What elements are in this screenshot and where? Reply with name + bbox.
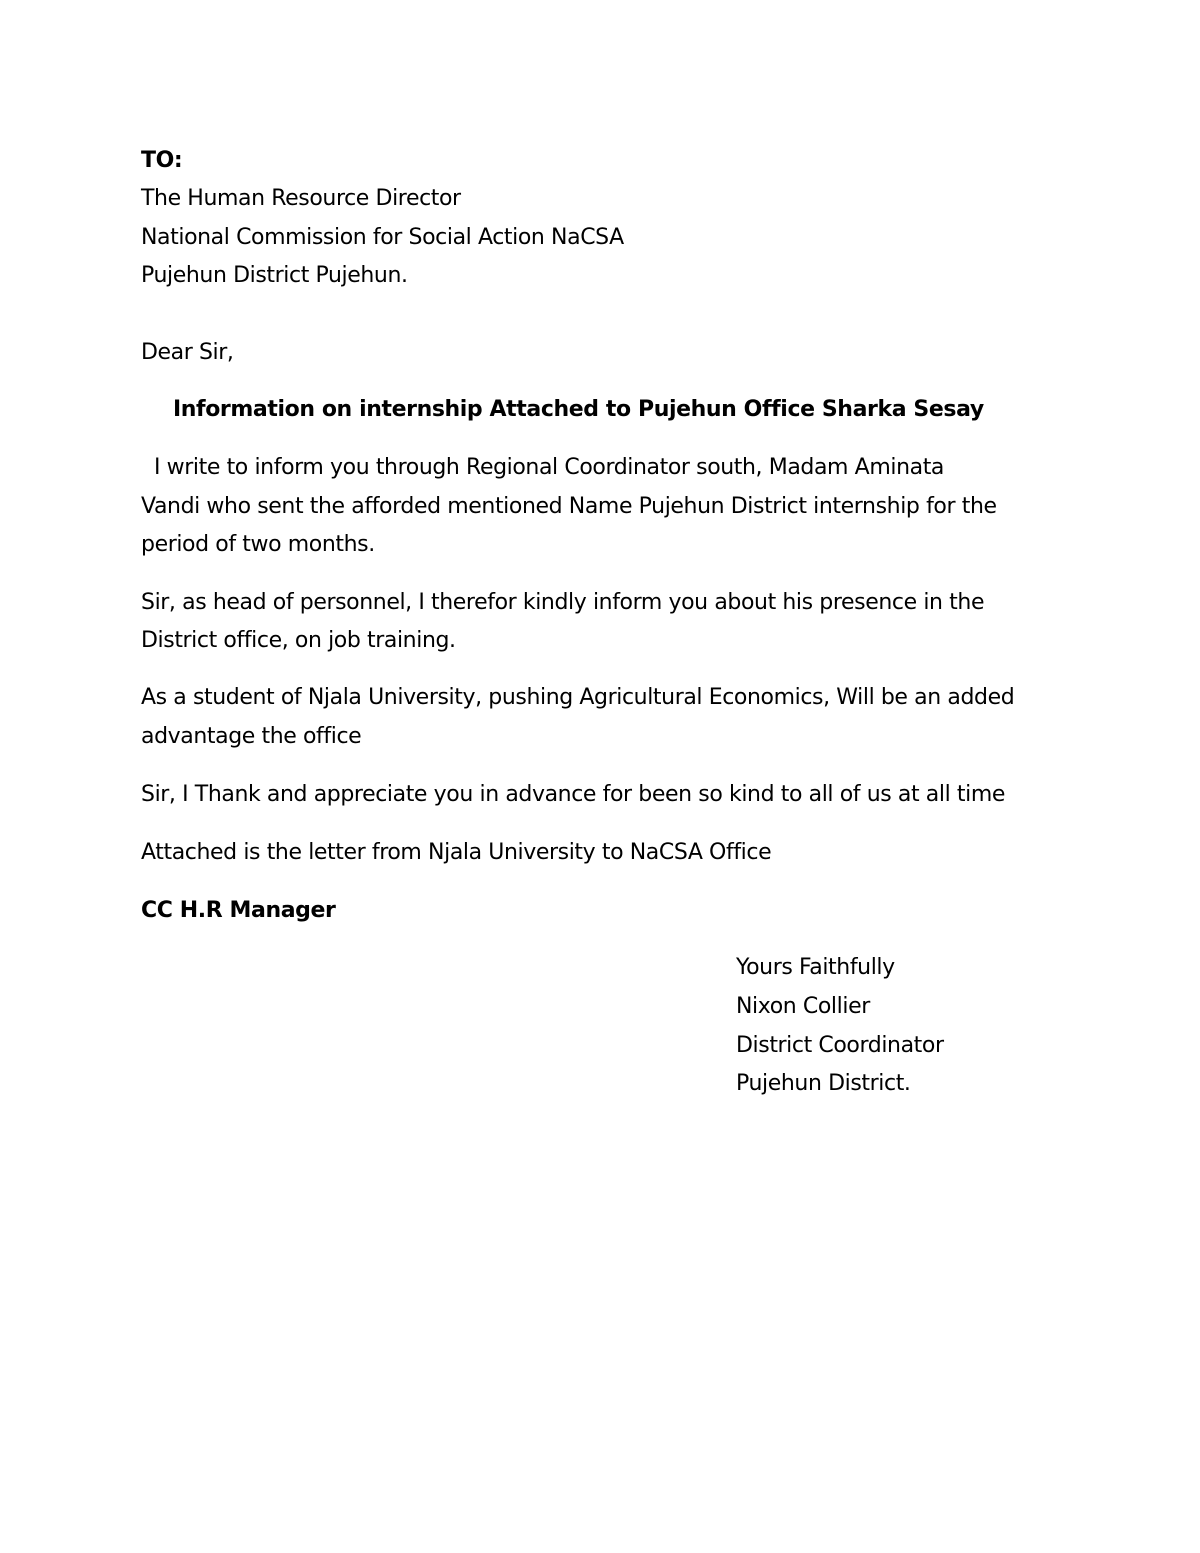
signature-name: Nixon Collier bbox=[736, 994, 870, 1019]
recipient-line-1: The Human Resource Director bbox=[141, 186, 461, 211]
body-paragraph-5: Attached is the letter from Njala University to NaCSA Office bbox=[141, 840, 772, 865]
recipient-line-3: Pujehun District Pujehun. bbox=[141, 263, 408, 288]
body-paragraph-1-line-2: Vandi who sent the afforded mentioned Name Pujehun District internship for the bbox=[141, 494, 997, 519]
body-paragraph-2-line-2: District office, on job training. bbox=[141, 628, 456, 653]
body-paragraph-3-line-2: advantage the office bbox=[141, 724, 362, 749]
body-paragraph-4: Sir, I Thank and appreciate you in advance for been so kind to all of us at all time bbox=[141, 782, 1006, 807]
body-paragraph-1-line-1: I write to inform you through Regional Coordinator south, Madam Aminata bbox=[154, 455, 945, 480]
subject-line: Information on internship Attached to Pujehun Office Sharka Sesay bbox=[173, 397, 984, 422]
signature-location: Pujehun District. bbox=[736, 1071, 911, 1096]
body-paragraph-1-line-3: period of two months. bbox=[141, 532, 375, 557]
signature-title: District Coordinator bbox=[736, 1033, 944, 1058]
signature-closing: Yours Faithfully bbox=[736, 955, 895, 980]
body-paragraph-2-line-1: Sir, as head of personnel, I therefor kindly inform you about his presence in the bbox=[141, 590, 985, 615]
body-paragraph-3-line-1: As a student of Njala University, pushing Agricultural Economics, Will be an added bbox=[141, 685, 1015, 710]
recipient-line-2: National Commission for Social Action NaCSA bbox=[141, 225, 624, 250]
cc-line: CC H.R Manager bbox=[141, 898, 336, 923]
salutation: Dear Sir, bbox=[141, 340, 234, 365]
to-label: TO: bbox=[141, 148, 183, 173]
